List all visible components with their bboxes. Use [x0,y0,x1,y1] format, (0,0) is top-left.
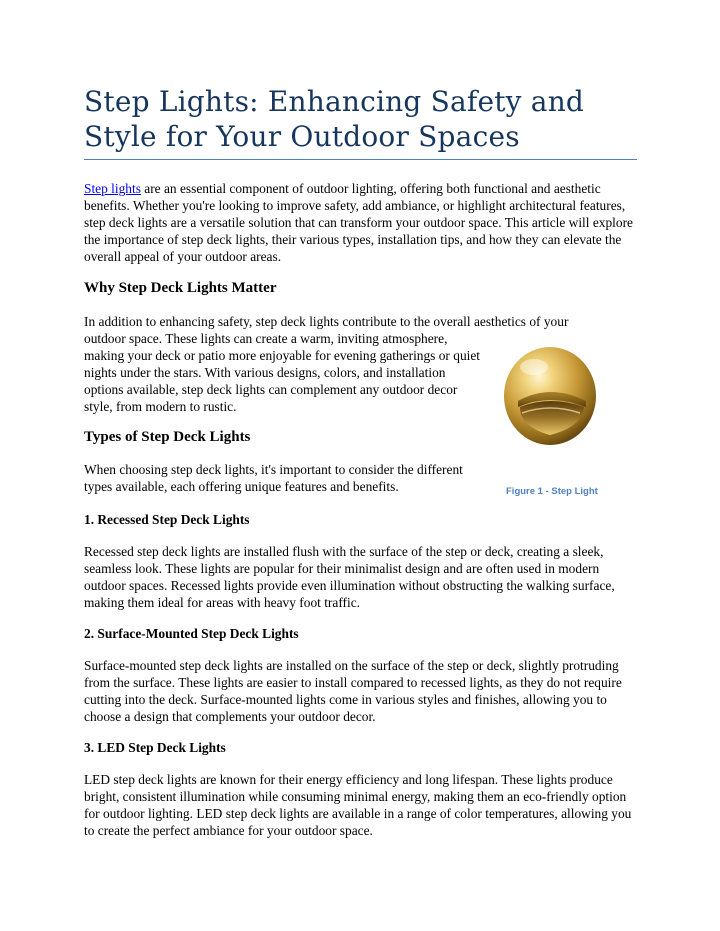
page-title: Step Lights: Enhancing Safety and Style for Your Outdoor Spaces [84,85,585,153]
heading-surface-mounted: 2. Surface-Mounted Step Deck Lights [84,626,299,641]
led-paragraph: LED step deck lights are known for their energy efficiency and long lifespan. These lights produce bright, consistent illumination while consuming minimal energy, making them an eco-friendly option for outdoor lighting. LED step deck lights are available in a range of color temperatures, allowing you to create the perfect ambiance for your outdoor space. [84,772,632,838]
types-paragraph: When choosing step deck lights, it's important to consider the different types available, each offering unique features and benefits. [84,462,463,494]
heading-why-matter: Why Step Deck Lights Matter [84,280,277,296]
heading-types: Types of Step Deck Lights [84,429,251,445]
figure-caption: Figure 1 - Step Light [506,486,598,497]
why-paragraph: outdoor space. These lights can create a warm, inviting atmosphere, making your deck or patio more enjoyable for evening gatherings or quiet nights under the stars. With various designs, colors, and installation options available, step deck lights can complement any outdoor decor style, from modern to rustic. [84,331,481,414]
recessed-paragraph: Recessed step deck lights are installed flush with the surface of the step or deck, creating a sleek, seamless look. These lights are popular for their minimalist design and are often used in modern outdoor spaces. Recessed lights provide even illumination without obstructing the walking surface, making them ideal for areas with heavy foot traffic. [84,544,615,610]
step-lights-link[interactable]: Step lights [84,181,141,196]
brass-round-step-light-icon [500,343,600,447]
surface-mounted-paragraph: Surface-mounted step deck lights are installed on the surface of the step or deck, slightly protruding from the surface. These lights are easier to install compared to recessed lights, as they do not require cutting into the deck. Surface-mounted lights come in various styles and finishes, allowing you to choose a design that complements your outdoor decor. [84,658,622,724]
why-paragraph-line1: In addition to enhancing safety, step deck lights contribute to the overall aesthetics of your [84,314,569,329]
heading-led: 3. LED Step Deck Lights [84,740,226,755]
heading-recessed: 1. Recessed Step Deck Lights [84,512,250,527]
step-light-image [500,343,600,447]
intro-text: are an essential component of outdoor lighting, offering both functional and aesthetic benefits. Whether you're looking to improve safety, add ambiance, or highlight architectural features, step deck lights are a versatile solution that can transform your outdoor space. This article will explore the importance of step deck lights, their various types, installation tips, and how they can elevate the overall appeal of your outdoor areas. [84,181,633,264]
title-divider [84,159,637,160]
intro-paragraph [84,180,637,265]
